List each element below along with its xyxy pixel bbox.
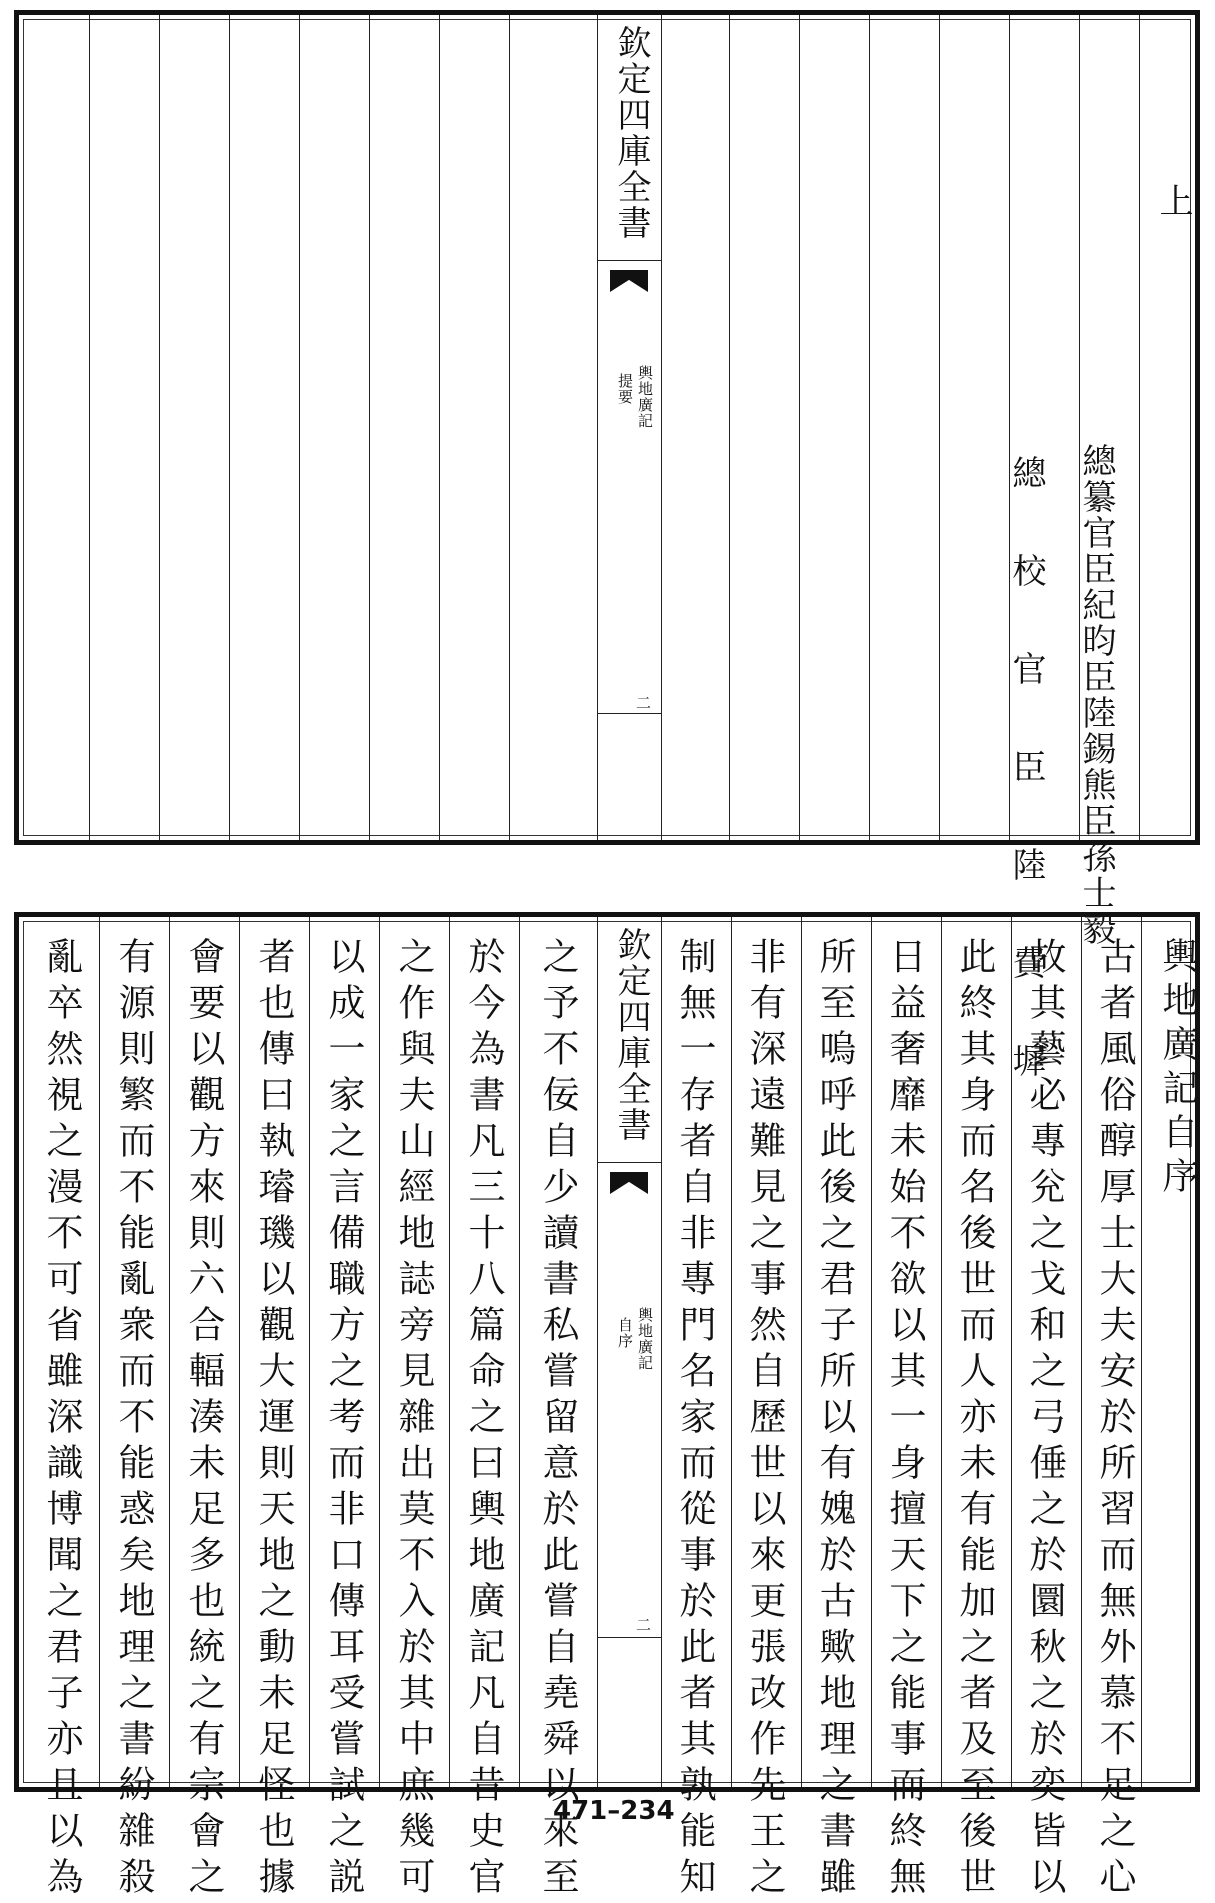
text-column: 之予不佞自少讀書私嘗留意於此嘗自堯舜以來至 xyxy=(536,937,579,1903)
text-column: 所至嗚呼此後之君子所以有媿於古歟地理之書雖 xyxy=(813,937,856,1903)
banxin-section: 自序 xyxy=(616,1317,634,1349)
column-rule xyxy=(661,917,662,1787)
text-column: 此終其身而名後世而人亦未有能加之者及至後世 xyxy=(953,937,996,1903)
credit-line: 總纂官臣紀昀臣陸錫熊臣孫士毅 xyxy=(1076,443,1116,947)
column-rule xyxy=(299,15,300,840)
banxin-book-title: 輿地廣記 xyxy=(636,1307,654,1371)
banxin-divider xyxy=(597,713,661,714)
banxin-divider xyxy=(597,1637,661,1638)
column-rule xyxy=(509,15,510,840)
column-rule xyxy=(799,15,800,840)
banxin-divider xyxy=(597,260,661,261)
column-rule xyxy=(309,917,310,1787)
banxin-title: 欽定四庫全書 xyxy=(611,927,651,1143)
banxin-page-number: 二 xyxy=(634,695,652,711)
top-banxin xyxy=(597,15,661,840)
column-rule xyxy=(379,917,380,1787)
text-column: 有源則繁而不能亂衆而不能惑矣地理之書紛雜殺 xyxy=(112,937,155,1903)
text-column: 會要以觀方來則六合輻湊未足多也統之有宗會之 xyxy=(182,937,225,1903)
text-column: 故其藝必專兊之戈和之弓倕之於圜秋之於奕皆以 xyxy=(1023,937,1066,1903)
column-rule xyxy=(869,15,870,840)
column-rule xyxy=(941,917,942,1787)
column-rule xyxy=(439,15,440,840)
column-rule xyxy=(169,917,170,1787)
footer-page-number: 471–234 xyxy=(553,1796,675,1826)
fish-tail-mark xyxy=(610,270,648,292)
text-column: 者也傳曰執璿璣以觀大運則天地之動未足怪也據 xyxy=(252,937,295,1903)
corner-mark: 上 xyxy=(1153,183,1193,223)
column-rule xyxy=(89,15,90,840)
preface-heading: 輿地廣記自序 xyxy=(1157,937,1198,1201)
column-rule xyxy=(99,917,100,1787)
banxin-title: 欽定四庫全書 xyxy=(611,25,651,241)
text-column: 非有深遠難見之事然自歷世以來更張改作先王之 xyxy=(743,937,786,1903)
column-rule xyxy=(449,917,450,1787)
column-rule xyxy=(1139,15,1140,840)
banxin-book-title: 輿地廣記 xyxy=(636,365,654,429)
column-rule xyxy=(939,15,940,840)
text-column: 於今為書凡三十八篇命之曰輿地廣記凡自昔史官 xyxy=(462,937,505,1903)
bottom-banxin xyxy=(597,917,661,1787)
column-rule xyxy=(871,917,872,1787)
text-column: 古者風俗醇厚士大夫安於所習而無外慕不足之心 xyxy=(1093,937,1136,1903)
banxin-section: 提要 xyxy=(616,373,634,405)
text-column: 之作與夫山經地誌旁見雜出莫不入於其中庶幾可 xyxy=(392,937,435,1903)
fish-tail-mark xyxy=(610,1172,648,1194)
column-rule xyxy=(229,15,230,840)
column-rule xyxy=(661,15,662,840)
column-rule xyxy=(1081,917,1082,1787)
column-rule xyxy=(729,15,730,840)
text-column: 制無一存者自非專門名家而從事於此者其孰能知 xyxy=(673,937,716,1903)
credit-line: 總 校 官 臣 陸 費 墀 xyxy=(1006,455,1046,1089)
column-rule xyxy=(801,917,802,1787)
text-column: 以成一家之言備職方之考而非口傳耳受嘗試之説 xyxy=(322,937,365,1903)
banxin-page-number: 二 xyxy=(634,1617,652,1633)
column-rule xyxy=(519,917,520,1787)
column-rule xyxy=(731,917,732,1787)
column-rule xyxy=(159,15,160,840)
column-rule xyxy=(1011,917,1012,1787)
text-column: 亂卒然視之漫不可省雖深識博聞之君子亦且以為 xyxy=(40,937,83,1903)
banxin-divider xyxy=(597,1162,661,1163)
column-rule xyxy=(239,917,240,1787)
column-rule xyxy=(369,15,370,840)
text-column: 日益奢靡未始不欲以其一身擅天下之能事而終無 xyxy=(883,937,926,1903)
column-rule xyxy=(1141,917,1142,1787)
